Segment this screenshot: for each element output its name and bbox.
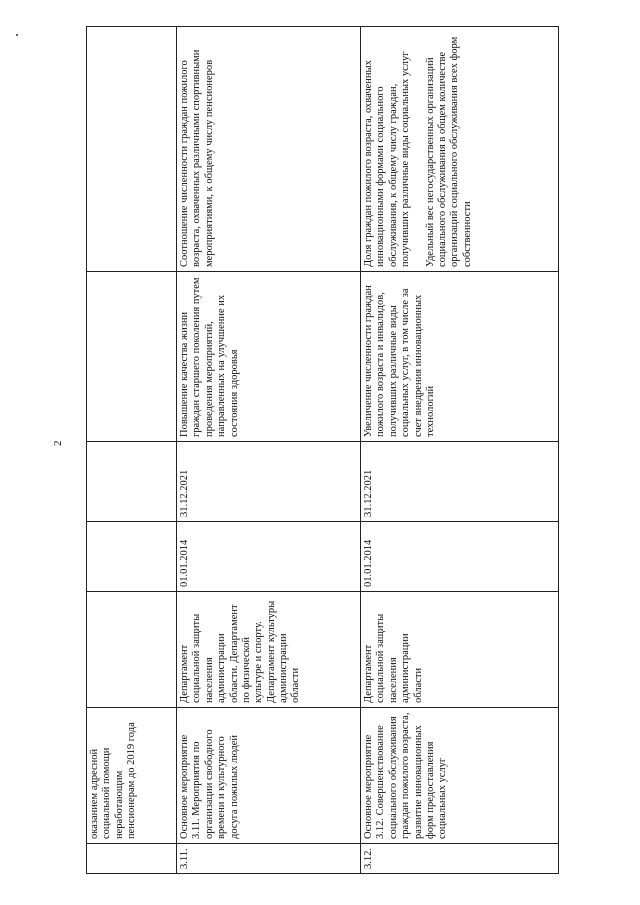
- indicator-text-2: Удельный вес негосударственных организаций социального обслуживания в общем количестве организаций социального обслуживания всех форм собственности: [424, 36, 473, 267]
- cell-indicator: [87, 27, 177, 272]
- measures-table: [86, 26, 559, 874]
- table-row-continuation: [87, 27, 177, 874]
- cell-end: 31.12.2021: [361, 442, 559, 522]
- cell-num: 3.12.: [361, 844, 559, 874]
- cell-indicator: [361, 27, 559, 272]
- cell-executor: [87, 592, 177, 708]
- cell-result: [87, 272, 177, 442]
- cell-start: [87, 522, 177, 592]
- cell-executor: Департамент социальной защиты населения администрации области: [361, 592, 559, 708]
- page-number: 2: [52, 440, 64, 446]
- program-table: [86, 26, 558, 874]
- cell-result: Увеличение численности граждан пожилого возраста и инвалидов, получивших различные виды социальных услуг, в том числе за счет внедрения инновационных технологий: [361, 272, 559, 442]
- indicator-text-1: Доля граждан пожилого возраста, охваченных инновационными формами социального обслуживания, к общему числу граждан, получивших различные виды социальных услуг: [363, 51, 412, 267]
- cell-indicator: Соотношение численности граждан пожилого возраста, охваченных различными спортивными мероприятиями, к общему числу пенсионеров: [177, 27, 361, 272]
- cell-name-continuation: оказанием адресной социальной помощи неработающим пенсионерам до 2019 года: [87, 708, 177, 844]
- cell-executor: Департамент социальной защиты населения администрации области. Департамент по физической культуре и спорту. Департамент культуры администрации области: [177, 592, 361, 708]
- table-row-3-12: [361, 27, 559, 874]
- indicator-gap: [413, 31, 425, 267]
- cell-result: Повышение качества жизни граждан старшего поколения путем проведения мероприятий, направленных на улучшение их состояния здоровья: [177, 272, 361, 442]
- cell-name: Основное мероприятие 3.12. Совершенствование социального обслуживания граждан пожилого возраста, развитие инновационных форм предоставления социальных услуг: [361, 708, 559, 844]
- scan-speck: [16, 34, 18, 36]
- cell-name: Основное мероприятие 3.11. Мероприятия по организации свободного времени и культурного досуга пожилых людей: [177, 708, 361, 844]
- cell-num: 3.11.: [177, 844, 361, 874]
- cell-start: 01.01.2014: [361, 522, 559, 592]
- cell-end: [87, 442, 177, 522]
- table-row-3-11: [177, 27, 361, 874]
- cell-num: [87, 844, 177, 874]
- cell-end: 31.12.2021: [177, 442, 361, 522]
- cell-start: 01.01.2014: [177, 522, 361, 592]
